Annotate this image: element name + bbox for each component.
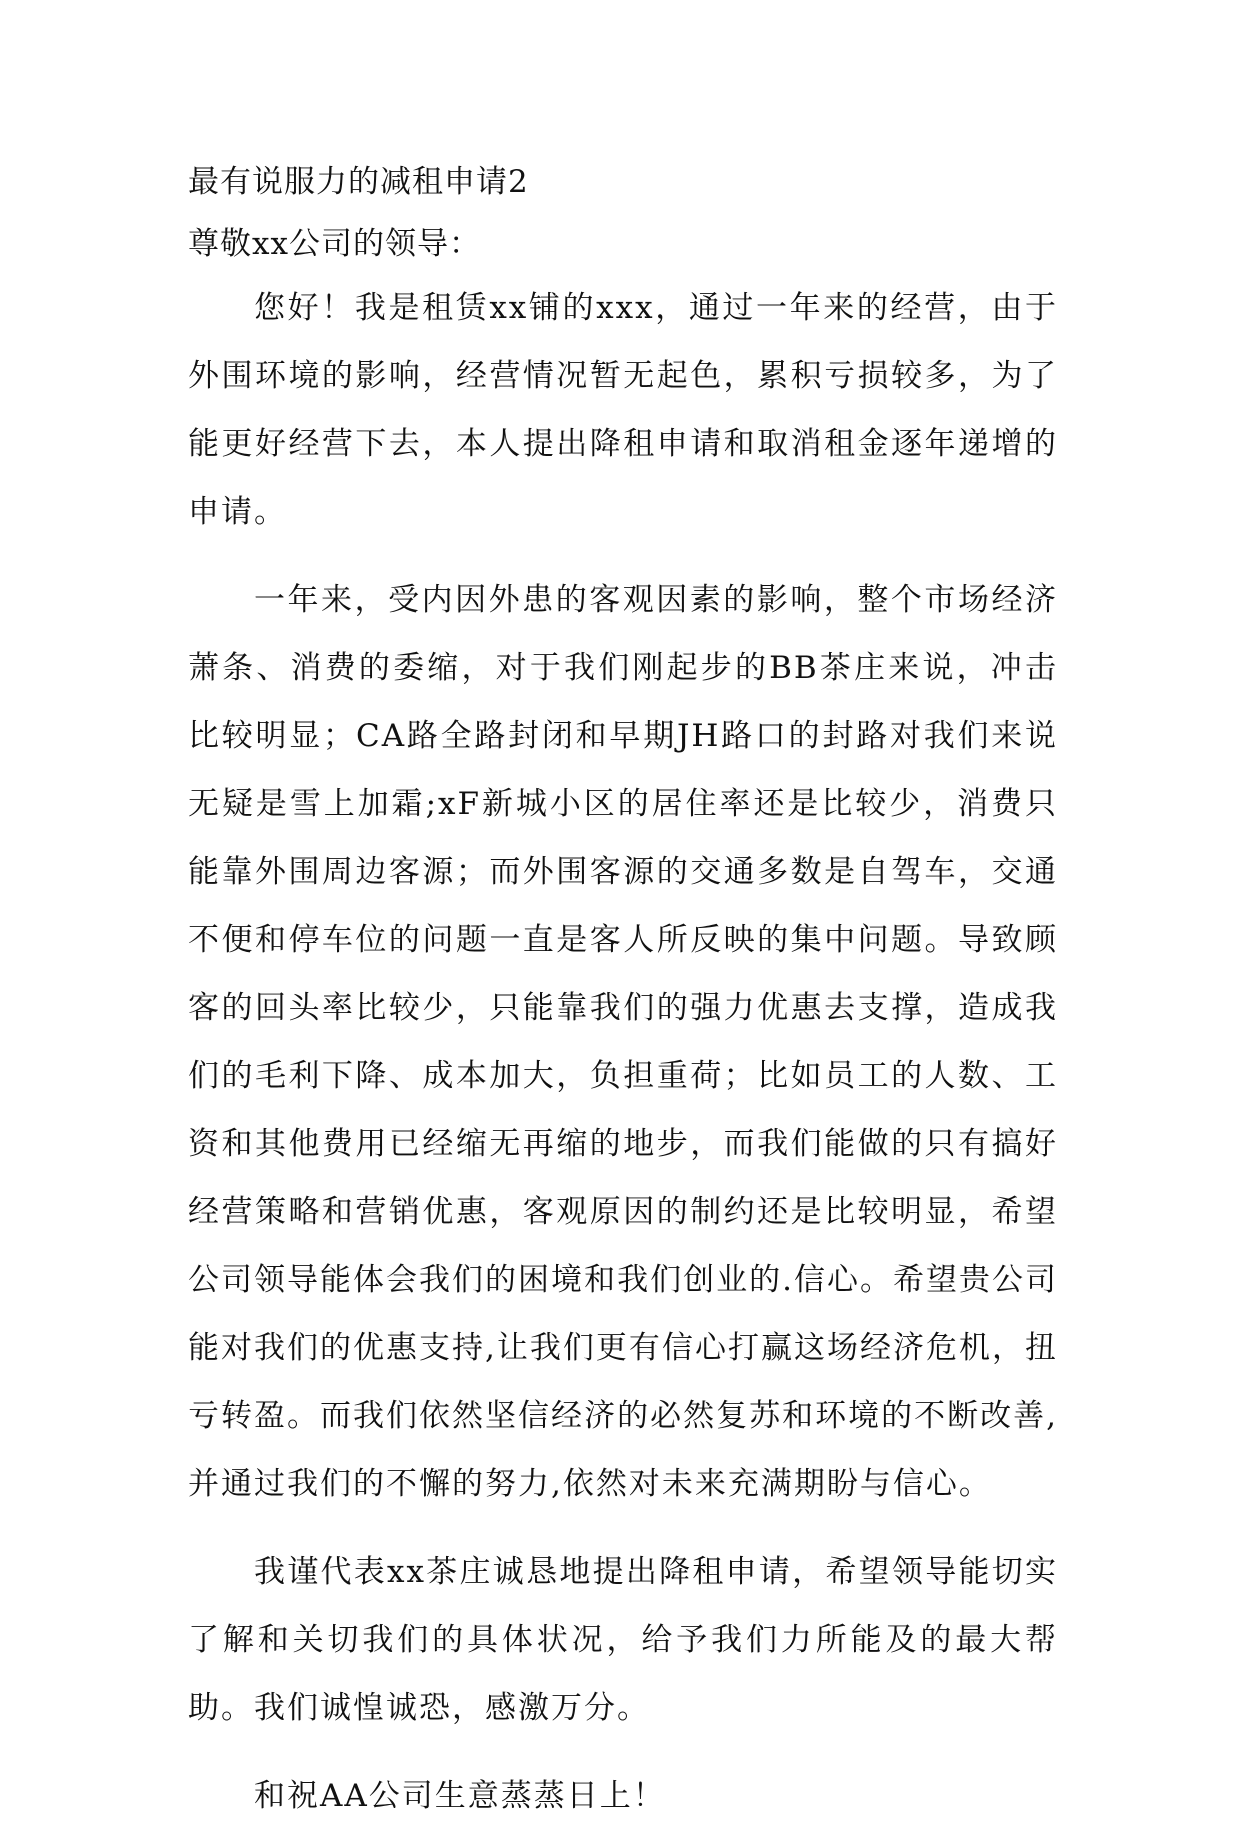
paragraph-request: 我谨代表xx茶庄诚恳地提出降租申请，希望领导能切实了解和关切我们的具体状况，给予我们力所能及的最大帮助。我们诚惶诚恐，感激万分。 (188, 1554, 1058, 1726)
document-title: 最有说服力的减租申请2 (188, 164, 529, 200)
document-body (188, 162, 1058, 1830)
paragraph-reasons: 一年来，受内因外患的客观因素的影响，整个市场经济萧条、消费的委缩，对于我们刚起步的BB茶庄来说，冲击比较明显；CA路全路封闭和早期JH路口的封路对我们来说无疑是雪上加霜;xF新城小区的居住率还是比较少，消费只能靠外围周边客源；而外围客源的交通多数是自驾车，交通不便和停车位的问题一直是客人所反映的集中问题。导致顾客的回头率比较少，只能靠我们的强力优惠去支撑，造成我们的毛利下降、成本加大，负担重荷；比如员工的人数、工资和其他费用已经缩无再缩的地步，而我们能做的只有搞好经营策略和营销优惠，客观原因的制约还是比较明显，希望公司领导能体会我们的困境和我们创业的.信心。希望贵公司能对我们的优惠支持,让我们更有信心打赢这场经济危机，扭亏转盈。而我们依然坚信经济的必然复苏和环境的不断改善,并通过我们的不懈的努力,依然对未来充满期盼与信心。 (188, 582, 1058, 1502)
paragraph-closing: 和祝AA公司生意蒸蒸日上！ (254, 1778, 666, 1814)
salutation: 尊敬xx公司的领导： (188, 226, 481, 262)
paragraph-greeting: 您好！我是租赁xx铺的xxx，通过一年来的经营，由于外围环境的影响，经营情况暂无起色，累积亏损较多，为了能更好经营下去，本人提出降租申请和取消租金逐年递增的申请。 (188, 290, 1058, 530)
